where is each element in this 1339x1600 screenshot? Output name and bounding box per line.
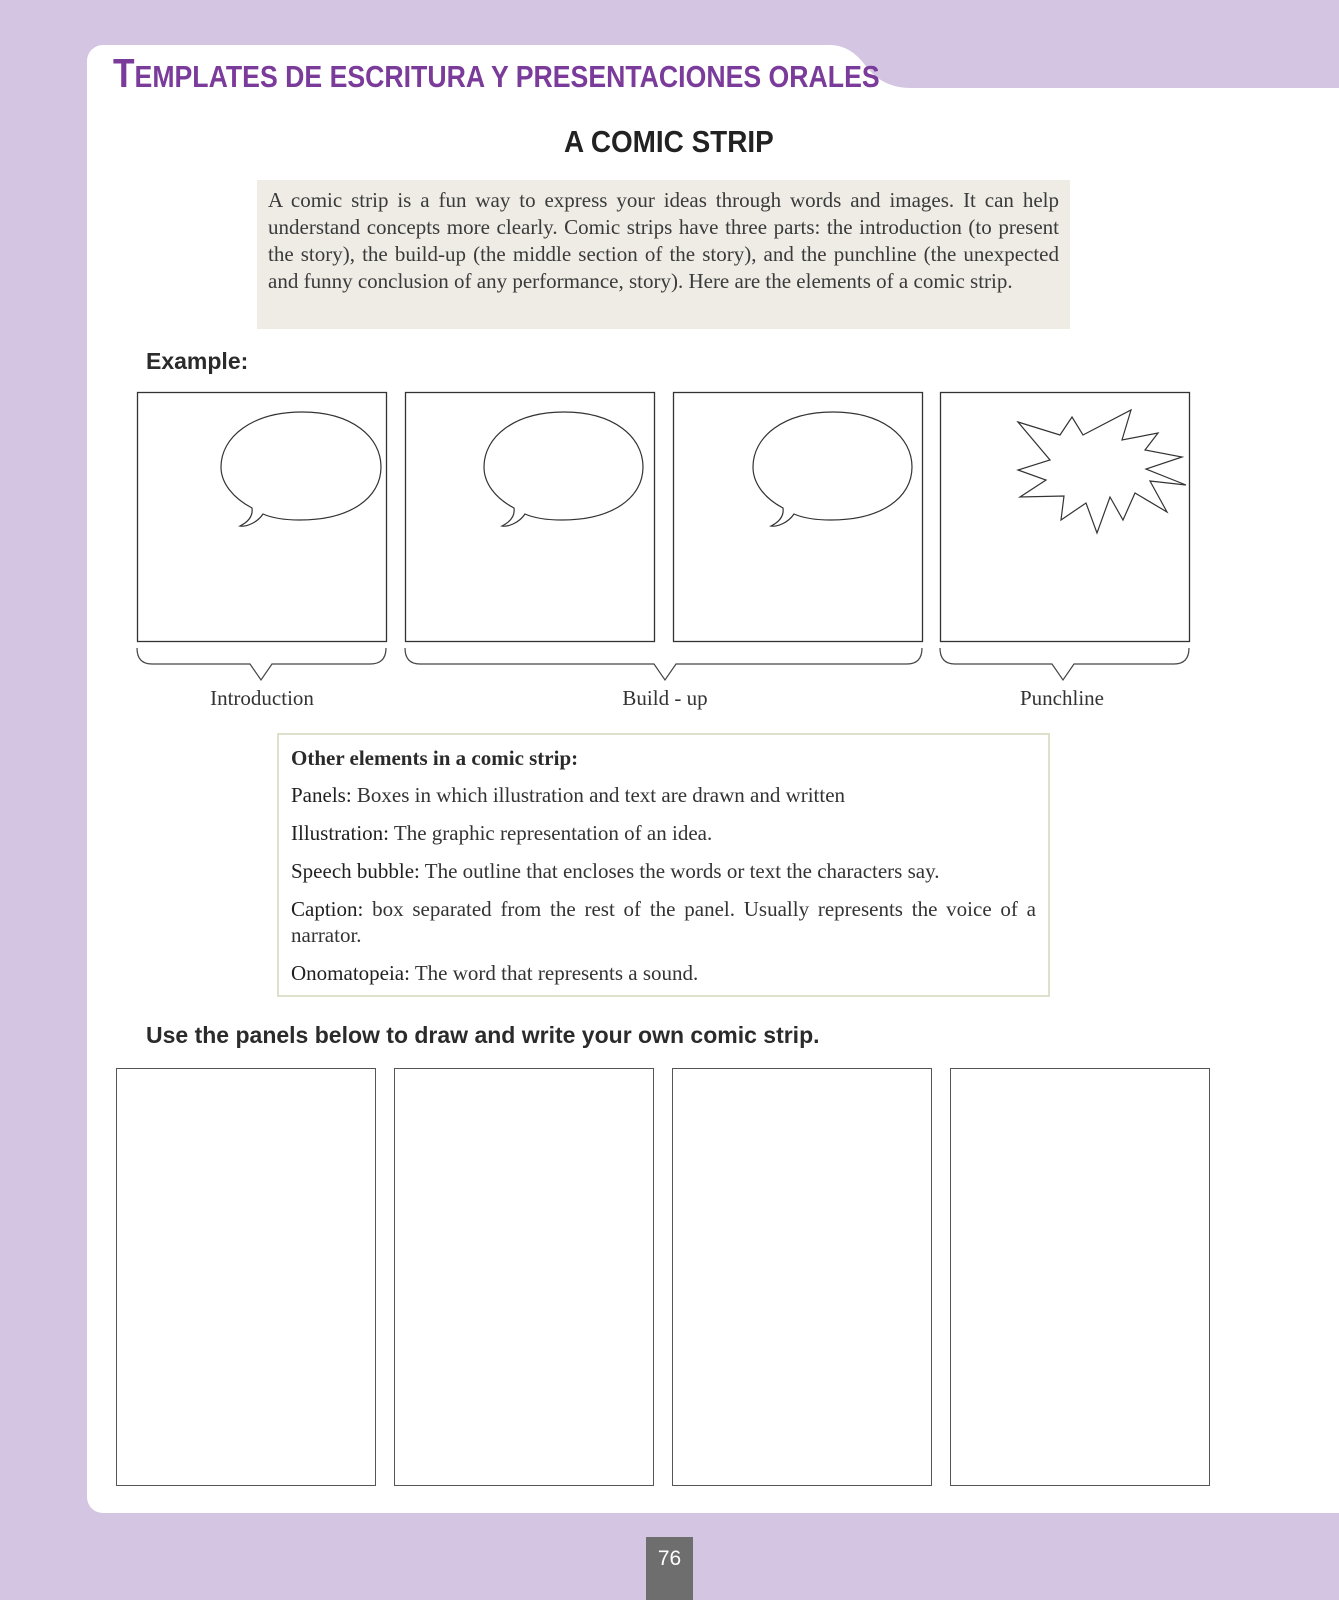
buildup-brace (405, 648, 922, 680)
drawing-panel-3[interactable] (672, 1068, 932, 1486)
punchline-brace (940, 648, 1189, 680)
example-comic-strip (0, 380, 1339, 720)
introduction-brace (137, 648, 386, 680)
intro-paragraph: A comic strip is a fun way to express your ideas through words and images. It can help understand concepts more clearly. Comic strips have three parts: the introduction (to present the story), the build-up (the middle section of the story), and the punchline (the unexpected and funny conclusion of any performance, story). Here are the elements of a comic strip. (257, 180, 1070, 329)
page-number: 76 (646, 1537, 693, 1600)
list-item: Caption: box separated from the rest of the panel. Usually represents the voice of a narrator. (291, 897, 1036, 947)
list-item: Illustration: The graphic representation of an idea. (291, 821, 713, 845)
example-label: Example: (146, 348, 249, 374)
buildup-label: Build - up (622, 686, 708, 710)
instruction-text: Use the panels below to draw and write your own comic strip. (146, 1022, 820, 1048)
elements-heading: Other elements in a comic strip: (291, 746, 579, 770)
page-title: A COMIC STRIP (563, 124, 774, 159)
list-item: Speech bubble: The outline that encloses the words or text the characters say. (291, 859, 940, 883)
drawing-panel-2[interactable] (394, 1068, 654, 1486)
section-header: TEMPLATES DE ESCRITURA Y PRESENTACIONES ORALES (113, 50, 880, 96)
elements-list-box (277, 733, 1050, 997)
introduction-label: Introduction (210, 686, 314, 710)
list-item: Panels: Boxes in which illustration and text are drawn and written (291, 783, 846, 807)
header-tab-cutout (820, 45, 1339, 88)
drawing-panel-1[interactable] (116, 1068, 376, 1486)
punchline-label: Punchline (1020, 686, 1104, 710)
list-item: Onomatopeia: The word that represents a sound. (291, 961, 699, 985)
drawing-panel-4[interactable] (950, 1068, 1210, 1486)
